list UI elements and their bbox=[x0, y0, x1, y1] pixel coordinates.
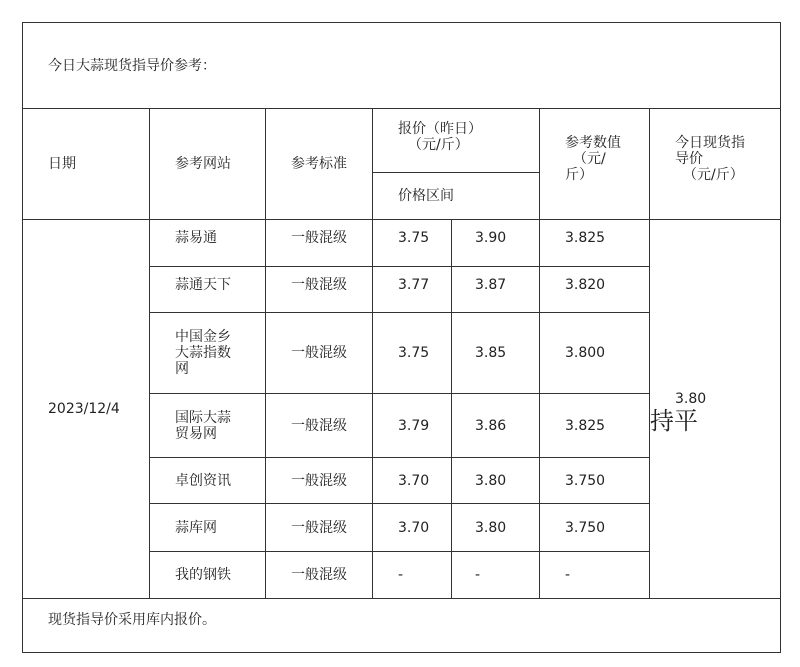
site-name-line1: 国际大蒜 bbox=[175, 409, 231, 426]
site-name: 蒜通天下 bbox=[175, 277, 231, 293]
site-cell bbox=[150, 313, 266, 394]
header-ref-value bbox=[540, 109, 650, 220]
site-name: 蒜库网 bbox=[175, 519, 217, 536]
site-name-line3: 网 bbox=[175, 361, 189, 377]
site-cell bbox=[150, 267, 266, 313]
header-site: 参考网站 bbox=[150, 109, 266, 220]
header-quote-line1: 报价（昨日） bbox=[398, 121, 482, 137]
ref-value-cell: 3.800 bbox=[540, 313, 650, 394]
today-price-value: 3.80 bbox=[675, 391, 707, 407]
header-ref-line3: 斤） bbox=[565, 167, 593, 183]
low-price-cell: 3.75 bbox=[373, 220, 452, 267]
low-price-cell: 3.75 bbox=[373, 313, 452, 394]
standard-cell: 一般混级 bbox=[266, 394, 373, 458]
standard-cell: 一般混级 bbox=[266, 220, 373, 267]
header-today-price bbox=[650, 109, 781, 220]
site-cell bbox=[150, 220, 266, 267]
high-price-cell: 3.85 bbox=[452, 313, 540, 394]
low-price-cell: 3.70 bbox=[373, 504, 452, 552]
footer-row bbox=[23, 599, 781, 653]
site-name: 蒜易通 bbox=[175, 230, 217, 246]
high-price-cell: 3.80 bbox=[452, 504, 540, 552]
header-ref-line2: （元/ bbox=[573, 151, 606, 167]
high-price-cell: 3.90 bbox=[452, 220, 540, 267]
header-date: 日期 bbox=[23, 109, 150, 220]
standard-cell: 一般混级 bbox=[266, 458, 373, 504]
today-price-cell bbox=[650, 220, 781, 599]
ref-value-cell: 3.820 bbox=[540, 267, 650, 313]
site-cell bbox=[150, 394, 266, 458]
site-cell bbox=[150, 504, 266, 552]
header-today-line2: 导价 bbox=[675, 151, 703, 167]
low-price-cell: 3.77 bbox=[373, 267, 452, 313]
high-price-cell: 3.86 bbox=[452, 394, 540, 458]
low-price-cell: 3.79 bbox=[373, 394, 452, 458]
standard-cell: 一般混级 bbox=[266, 313, 373, 394]
ref-value-cell: 3.825 bbox=[540, 220, 650, 267]
standard-cell: 一般混级 bbox=[266, 267, 373, 313]
site-name-line1: 中国金乡 bbox=[175, 329, 231, 345]
header-row-1 bbox=[23, 109, 781, 173]
low-price-cell: - bbox=[373, 552, 452, 599]
header-quote bbox=[373, 109, 540, 173]
ref-value-cell: 3.750 bbox=[540, 458, 650, 504]
ref-value-cell: 3.825 bbox=[540, 394, 650, 458]
low-price-cell: 3.70 bbox=[373, 458, 452, 504]
header-quote-line2: （元/斤） bbox=[408, 137, 469, 153]
site-name: 我的钢铁 bbox=[175, 567, 231, 583]
header-today-line3: （元/斤） bbox=[683, 167, 744, 183]
table-title: 今日大蒜现货指导价参考： bbox=[23, 23, 781, 109]
standard-cell: 一般混级 bbox=[266, 552, 373, 599]
header-ref-line1: 参考数值 bbox=[565, 135, 621, 151]
site-cell bbox=[150, 552, 266, 599]
ref-value-cell: - bbox=[540, 552, 650, 599]
price-table bbox=[22, 22, 781, 653]
date-cell: 2023/12/4 bbox=[23, 220, 150, 599]
high-price-cell: - bbox=[452, 552, 540, 599]
site-name-line2: 大蒜指数 bbox=[175, 345, 231, 361]
table-footer: 现货指导价采用库内报价。 bbox=[23, 599, 781, 653]
header-range: 价格区间 bbox=[373, 173, 540, 220]
title-row bbox=[23, 23, 781, 109]
today-price-status: 持平 bbox=[650, 407, 698, 435]
site-name: 卓创资讯 bbox=[175, 472, 231, 489]
table-row bbox=[23, 220, 781, 267]
standard-cell: 一般混级 bbox=[266, 504, 373, 552]
high-price-cell: 3.87 bbox=[452, 267, 540, 313]
high-price-cell: 3.80 bbox=[452, 458, 540, 504]
site-name-line2: 贸易网 bbox=[175, 425, 217, 442]
header-today-line1: 今日现货指 bbox=[675, 135, 745, 151]
header-standard: 参考标准 bbox=[266, 109, 373, 220]
site-cell bbox=[150, 458, 266, 504]
ref-value-cell: 3.750 bbox=[540, 504, 650, 552]
